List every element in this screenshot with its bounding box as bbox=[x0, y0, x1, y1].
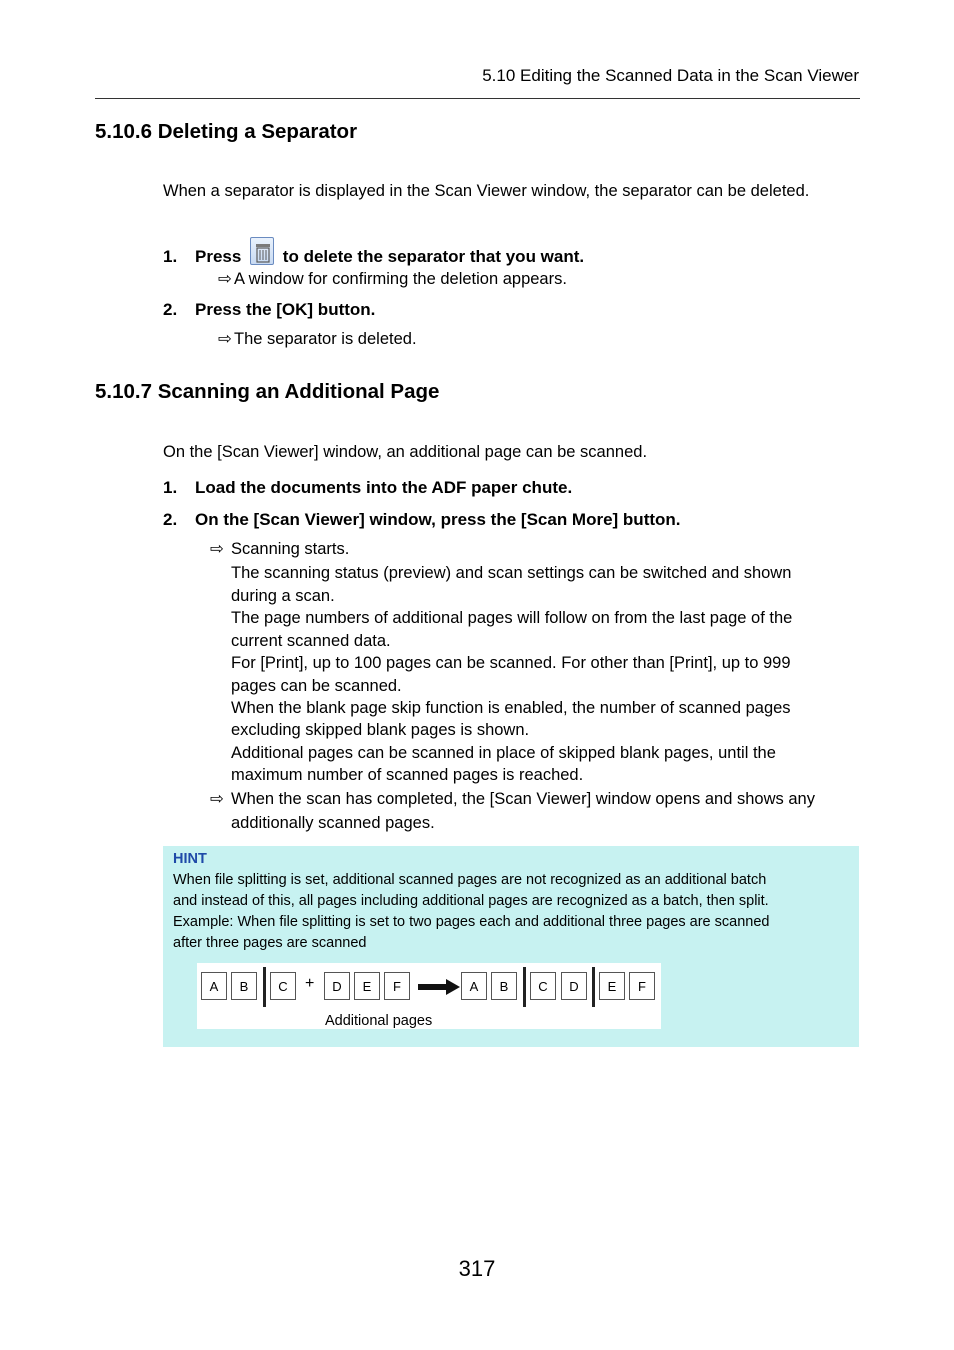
scan-result-2 bbox=[210, 789, 815, 809]
step-text: Press the [OK] button. bbox=[195, 300, 376, 319]
result-continuation: additionally scanned pages. bbox=[231, 814, 435, 832]
plus-sign: + bbox=[305, 975, 315, 992]
section-intro: When a separator is displayed in the Scan Viewer window, the separator can be deleted. bbox=[163, 182, 810, 200]
page-box-f: F bbox=[384, 972, 410, 1000]
hint-title: HINT bbox=[173, 851, 207, 867]
page-box-b: B bbox=[231, 972, 257, 1000]
step-1-result bbox=[218, 269, 567, 289]
page-box-a: A bbox=[201, 972, 227, 1000]
detail-line: current scanned data. bbox=[231, 632, 391, 650]
section-heading-scanning-additional: 5.10.7 Scanning an Additional Page bbox=[95, 380, 440, 403]
detail-line: maximum number of scanned pages is reached. bbox=[231, 766, 584, 784]
header-divider bbox=[95, 98, 860, 99]
result-text: A window for confirming the deletion appears. bbox=[234, 270, 567, 288]
page-box-e: E bbox=[354, 972, 380, 1000]
hint-line: after three pages are scanned bbox=[173, 935, 367, 951]
separator-bar bbox=[523, 967, 526, 1007]
running-header: 5.10 Editing the Scanned Data in the Scan Viewer bbox=[482, 66, 859, 85]
result-text: Scanning starts. bbox=[231, 540, 350, 558]
detail-line: Additional pages can be scanned in place of skipped blank pages, until the bbox=[231, 744, 776, 762]
page-box-b: B bbox=[491, 972, 517, 1000]
detail-line: The page numbers of additional pages will follow on from the last page of the bbox=[231, 609, 793, 627]
step-1-load-documents bbox=[163, 478, 572, 498]
step-1-press-trash bbox=[163, 237, 584, 267]
section-heading-deleting-separator: 5.10.6 Deleting a Separator bbox=[95, 120, 358, 143]
page-box-a: A bbox=[461, 972, 487, 1000]
result-arrow-icon: ⇨ bbox=[218, 270, 232, 288]
hint-line: When file splitting is set, additional scanned pages are not recognized as an additional batch bbox=[173, 872, 767, 888]
detail-line: pages can be scanned. bbox=[231, 677, 402, 695]
detail-line: When the blank page skip function is enabled, the number of scanned pages bbox=[231, 699, 791, 717]
step-2-ok bbox=[163, 300, 375, 320]
page-box-c: C bbox=[270, 972, 296, 1000]
right-arrow-icon bbox=[418, 978, 460, 996]
section-intro: On the [Scan Viewer] window, an additional page can be scanned. bbox=[163, 443, 648, 461]
step-text: Load the documents into the ADF paper chute. bbox=[195, 478, 573, 497]
result-arrow-icon: ⇨ bbox=[218, 330, 232, 348]
step-number: 2. bbox=[163, 510, 178, 529]
step-text-after: to delete the separator that you want. bbox=[282, 247, 585, 266]
separator-bar bbox=[592, 967, 595, 1007]
trash-icon bbox=[250, 237, 274, 265]
page-box-c: C bbox=[530, 972, 556, 1000]
result-arrow-icon: ⇨ bbox=[210, 790, 224, 808]
hint-line: Example: When file splitting is set to two pages each and additional three pages are scanned bbox=[173, 914, 770, 930]
page-box-d: D bbox=[561, 972, 587, 1000]
step-number: 2. bbox=[163, 300, 178, 319]
page-box-d: D bbox=[324, 972, 350, 1000]
diagram-caption: Additional pages bbox=[325, 1013, 433, 1029]
result-text: The separator is deleted. bbox=[234, 330, 417, 348]
detail-line: excluding skipped blank pages is shown. bbox=[231, 721, 530, 739]
page-number: 317 bbox=[458, 1256, 496, 1281]
page-box-f: F bbox=[629, 972, 655, 1000]
detail-line: during a scan. bbox=[231, 587, 335, 605]
step-2-result bbox=[218, 329, 417, 349]
page-box-e: E bbox=[599, 972, 625, 1000]
step-2-scan-more bbox=[163, 510, 681, 530]
result-text: When the scan has completed, the [Scan Viewer] window opens and shows any bbox=[231, 790, 815, 808]
detail-line: The scanning status (preview) and scan settings can be switched and shown bbox=[231, 564, 792, 582]
step-text-before: Press bbox=[195, 247, 242, 266]
step-text: On the [Scan Viewer] window, press the [Scan More] button. bbox=[195, 510, 681, 529]
step-number: 1. bbox=[163, 478, 178, 497]
hint-line: and instead of this, all pages including additional pages are recognized as a batch, then split. bbox=[173, 893, 769, 909]
scan-result-1 bbox=[210, 539, 349, 559]
result-arrow-icon: ⇨ bbox=[210, 540, 224, 558]
detail-line: For [Print], up to 100 pages can be scanned. For other than [Print], up to 999 bbox=[231, 654, 791, 672]
step-number: 1. bbox=[163, 247, 178, 266]
separator-bar bbox=[263, 967, 266, 1007]
